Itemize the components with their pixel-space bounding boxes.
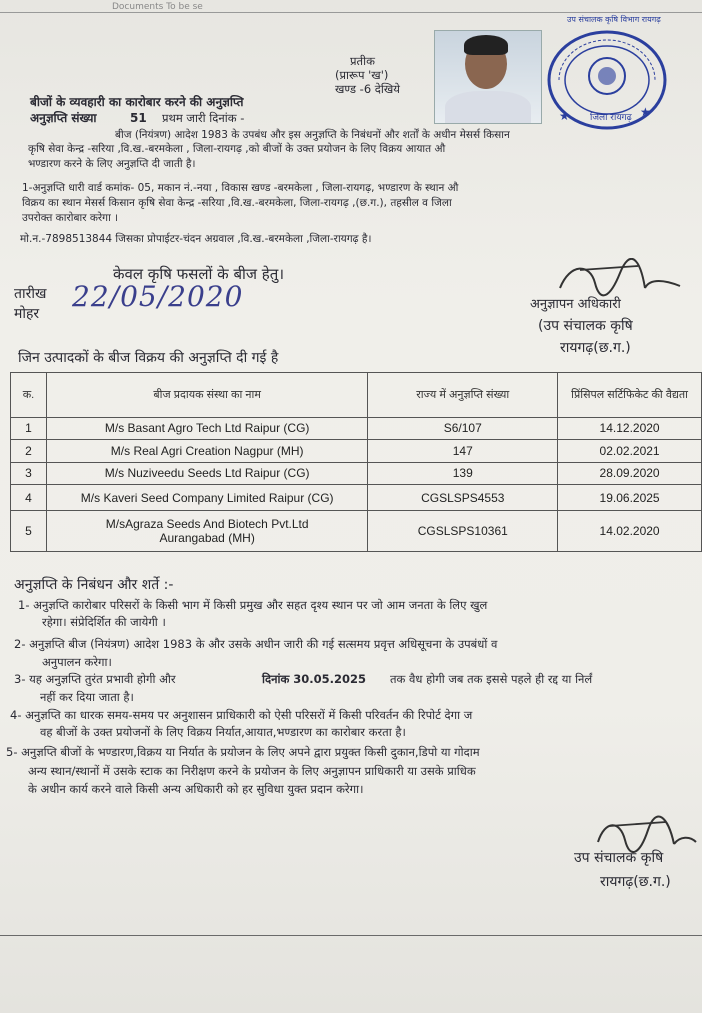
form-ref-line2: (प्रारूप 'ख') bbox=[335, 68, 389, 82]
proprietor-photo bbox=[434, 30, 542, 124]
row-supplier-name: M/s Nuziveedu Seeds Ltd Raipur (CG) bbox=[46, 462, 367, 484]
address-line1: 1-अनुज्ञप्ति धारी वार्ड कमांक- 05, मकान नं.-नया , विकास खण्ड -बरमकेला , जिला-रायगढ़, भण्डारण के स्थान औ bbox=[22, 182, 459, 194]
row-supplier-name-cell bbox=[46, 511, 367, 552]
condition-4-line2: वह बीजों के उक्त प्रयोजनों के लिए विक्रय निर्यात,आयात,भण्डारण का कारोबार करता है। bbox=[40, 725, 406, 739]
row-serial: 3 bbox=[11, 462, 47, 484]
authority-bottom-line1: उप संचालक कृषि bbox=[574, 850, 664, 866]
grant-para-line2: कृषि सेवा केन्द्र -सरिया ,वि.ख.-बरमकेला , जिला-रायगढ़ ,को बीजों के उक्त प्रयोजन के लिए विक्रय आयात औ bbox=[28, 143, 446, 155]
row-license-number: CGSLSPS10361 bbox=[368, 511, 558, 552]
row-supplier-name: M/s Kaveri Seed Company Limited Raipur (CG) bbox=[46, 484, 367, 510]
condition-2-line1: 2- अनुज्ञप्ति बीज (नियंत्रण) आदेश 1983 के और उसके अधीन जारी की गई सत्समय प्रवृत्त अधिसूचना के उपबंधों व bbox=[14, 637, 498, 651]
address-line3: उपरोक्त कारोबार करेगा । bbox=[22, 212, 119, 224]
handwritten-date: 22/05/2020 bbox=[72, 280, 244, 313]
header-serial: क. bbox=[11, 373, 47, 418]
seal-label: मोहर bbox=[14, 306, 40, 322]
condition-5-line1: 5- अनुज्ञप्ति बीजों के भण्डारण,विक्रय या निर्यात के प्रयोजन के लिए अपने द्वारा प्रयुक्त किसी दुकान,डिपो या गोदाम bbox=[6, 745, 480, 759]
condition-5-line2: अन्य स्थान/स्थानों में उसके स्टाक का निरीक्षण करने के प्रयोजन के लिए अनुज्ञापन प्राधिकारी या उसके प्राधिक bbox=[28, 764, 476, 778]
table-row bbox=[11, 511, 702, 552]
row-serial: 1 bbox=[11, 417, 47, 439]
authority-top-line2: (उप संचालक कृषि bbox=[538, 318, 633, 334]
condition-3-line1-start: 3- यह अनुज्ञप्ति तुरंत प्रभावी होगी और bbox=[14, 672, 176, 686]
svg-text:★: ★ bbox=[640, 105, 651, 119]
row-serial: 5 bbox=[11, 511, 47, 552]
row-serial: 4 bbox=[11, 484, 47, 510]
form-ref-line3: खण्ड -6 देखिये bbox=[335, 82, 400, 96]
row-supplier-name: M/sAgraza Seeds And Biotech Pvt.Ltd bbox=[105, 517, 309, 532]
row-validity-date: 19.06.2025 bbox=[558, 484, 702, 510]
license-number-label: अनुज्ञप्ति संख्या bbox=[30, 111, 97, 125]
header-state-license: राज्य में अनुज्ञप्ति संख्या bbox=[368, 373, 558, 418]
header-supplier-name: बीज प्रदायक संस्था का नाम bbox=[46, 373, 367, 418]
seal-text-district: जिला रायगढ़ bbox=[590, 113, 632, 123]
row-supplier-city: Aurangabad (MH) bbox=[159, 531, 255, 546]
first-issue-label: प्रथम जारी दिनांक - bbox=[162, 111, 245, 125]
form-ref-line1: प्रतीक bbox=[350, 54, 375, 68]
header-principal-certificate-validity: प्रिंसिपल सर्टिफिकेट की वैद्यता bbox=[558, 373, 702, 418]
authority-bottom-line2: रायगढ़(छ.ग.) bbox=[600, 874, 671, 890]
grant-para-line1: बीज (नियंत्रण) आदेश 1983 के उपबंध और इस अनुज्ञप्ति के निबंधनों और शर्तों के अधीन मेसर्स किसान bbox=[115, 129, 510, 141]
condition-1-line1: 1- अनुज्ञप्ति कारोबार परिसरों के किसी भाग में किसी प्रमुख और सहत दृश्य स्थान पर जो आम जनता के लिए खुल bbox=[18, 598, 488, 612]
table-row bbox=[11, 462, 702, 484]
document-title: बीजों के व्यवहारी का कारोबार करने की अनुज्ञप्ति bbox=[30, 95, 244, 109]
mobile-proprietor-line: मो.न.-7898513844 जिसका प्रोपाईटर-चंदन अग्रवाल ,वि.ख.-बरमकेला ,जिला-रायगढ़ है। bbox=[20, 233, 372, 245]
row-supplier-name: M/s Basant Agro Tech Ltd Raipur (CG) bbox=[46, 417, 367, 439]
seed-supplier-table bbox=[10, 372, 702, 552]
grant-para-line3: भण्डारण करने के लिए अनुज्ञप्ति दी जाती है। bbox=[28, 158, 196, 170]
table-row bbox=[11, 484, 702, 510]
condition-2-line2: अनुपालन करेगा। bbox=[42, 655, 112, 669]
table-row bbox=[11, 417, 702, 439]
seal-text-outer: उप संचालक कृषि विभाग रायगढ़ bbox=[567, 15, 661, 24]
row-serial: 2 bbox=[11, 440, 47, 462]
row-validity-date: 14.12.2020 bbox=[558, 417, 702, 439]
license-number: 51 bbox=[130, 111, 147, 125]
condition-4-line1: 4- अनुज्ञप्ति का धारक समय-समय पर अनुशासन प्राधिकारी को ऐसी परिसरों में किसी परिवर्तन की रिपोर्ट देगा ज bbox=[10, 708, 473, 722]
condition-3-validity-date: दिनांक 30.05.2025 bbox=[262, 672, 367, 686]
table-heading: जिन उत्पादकों के बीज विक्रय की अनुज्ञप्ति दी गई है bbox=[18, 350, 279, 366]
date-label: तारीख bbox=[14, 286, 47, 302]
row-license-number: S6/107 bbox=[368, 417, 558, 439]
authority-top-line3: रायगढ़(छ.ग.) bbox=[560, 340, 631, 356]
authority-top-line1: अनुज्ञापन अधिकारी bbox=[530, 297, 621, 312]
row-validity-date: 28.09.2020 bbox=[558, 462, 702, 484]
row-validity-date: 14.02.2020 bbox=[558, 511, 702, 552]
conditions-heading: अनुज्ञप्ति के निबंधन और शर्ते :- bbox=[14, 577, 174, 593]
condition-3-line2: नहीं कर दिया जाता है। bbox=[40, 690, 134, 704]
condition-1-line2: रहेगा। संप्रेदिर्शित की जायेगी । bbox=[42, 615, 166, 629]
row-license-number: 147 bbox=[368, 440, 558, 462]
row-license-number: CGSLSPS4553 bbox=[368, 484, 558, 510]
top-margin-note: Documents To be se bbox=[112, 2, 203, 12]
address-line2: विक्रय का स्थान मेसर्स किसान कृषि सेवा केन्द्र -सरिया ,वि.ख.-बरमकेला, जिला-रायगढ़ ,(छ.ग.), तहसील व जिला bbox=[22, 197, 452, 209]
row-supplier-name: M/s Real Agri Creation Nagpur (MH) bbox=[46, 440, 367, 462]
crop-seed-note: केवल कृषि फसलों के बीज हेतु। bbox=[113, 265, 285, 283]
condition-3-line1-end: तक वैध होगी जब तक इससे पहले ही रद्द या निर्लं bbox=[390, 672, 593, 686]
table-row bbox=[11, 440, 702, 462]
row-validity-date: 02.02.2021 bbox=[558, 440, 702, 462]
top-edge-line bbox=[0, 12, 702, 13]
condition-5-line3: के अधीन कार्य करने वाले किसी अन्य अधिकारी को हर सुविधा युक्त प्रदान करेगा। bbox=[28, 782, 364, 796]
page-fold-line bbox=[0, 935, 702, 936]
row-license-number: 139 bbox=[368, 462, 558, 484]
table-header-row bbox=[11, 373, 702, 418]
svg-text:★: ★ bbox=[559, 109, 570, 123]
